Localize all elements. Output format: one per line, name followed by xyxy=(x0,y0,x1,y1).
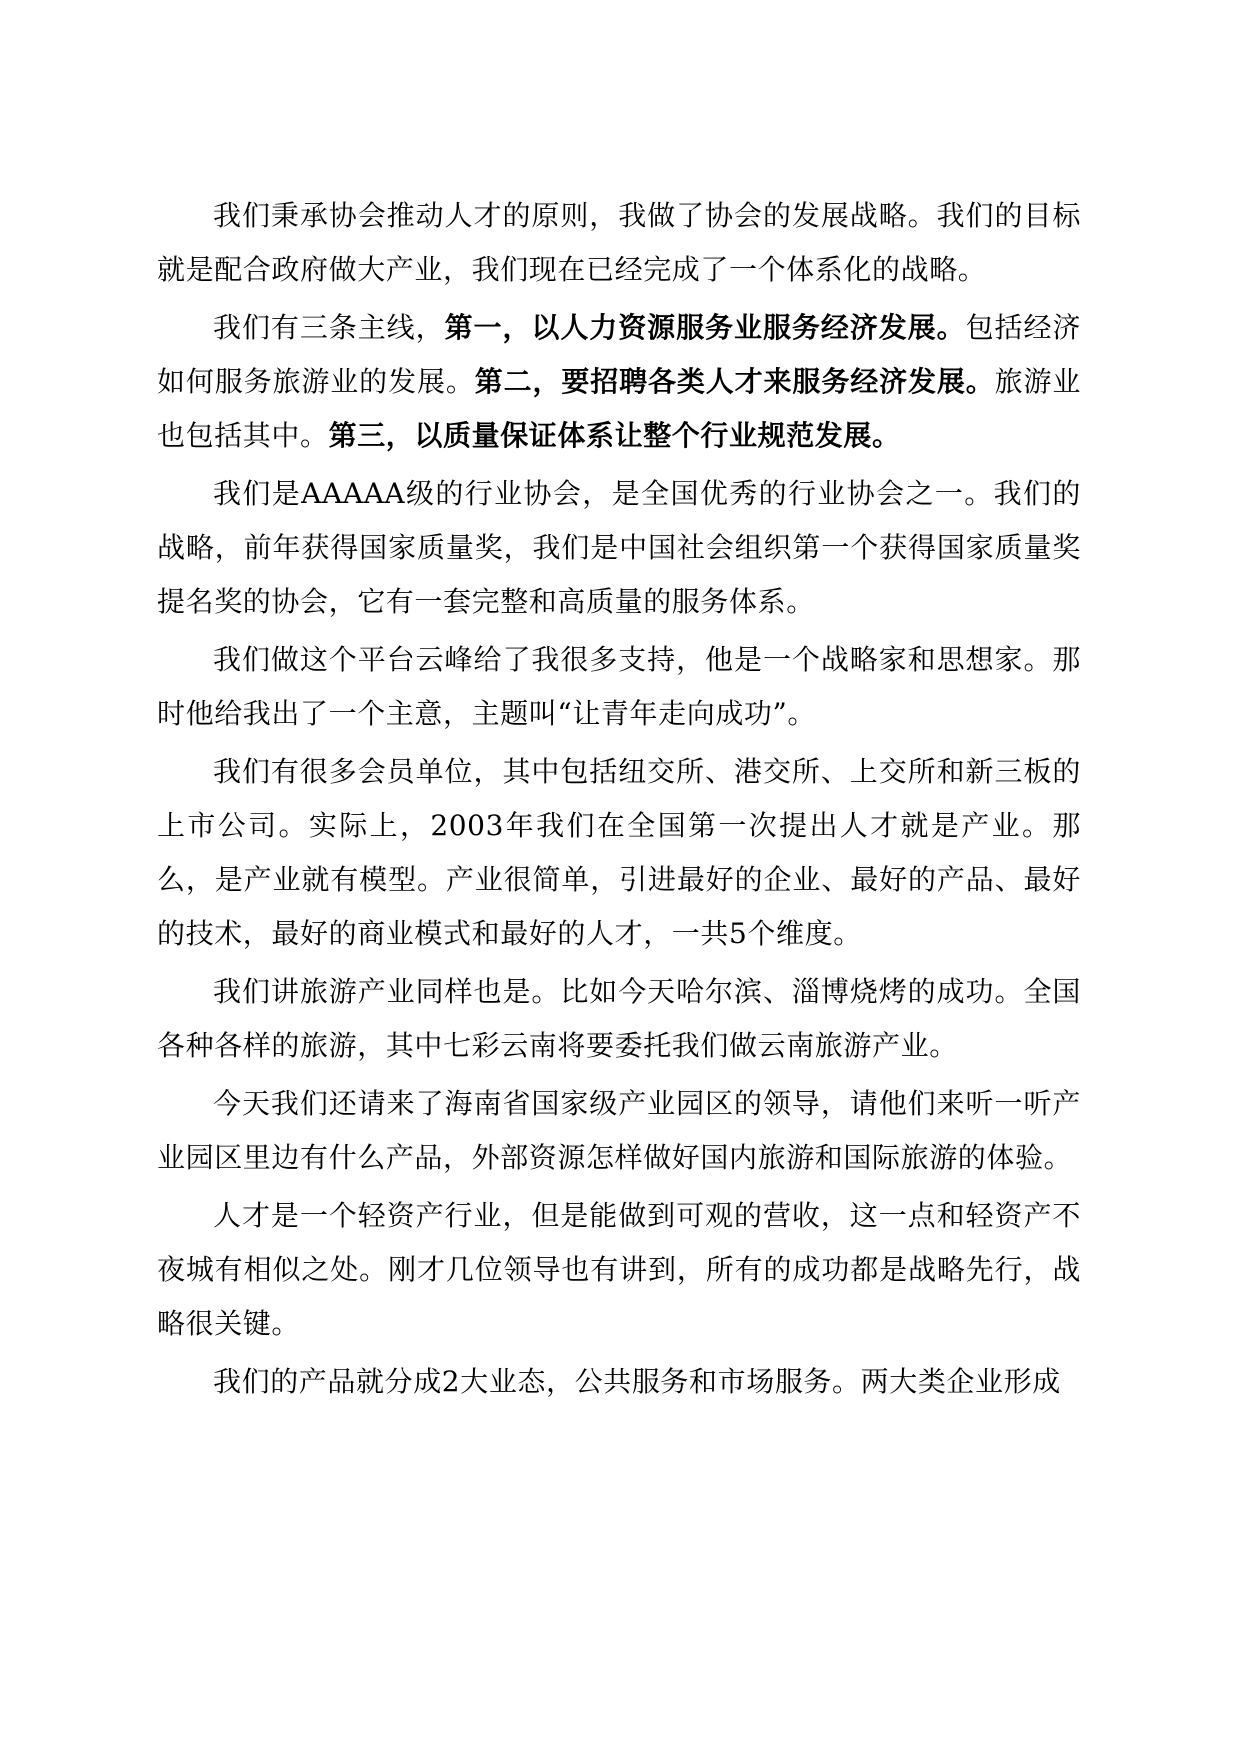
paragraph-platform-support: 我们做这个平台云峰给了我很多支持，他是一个战略家和思想家。那时他给我出了一个主意，主题叫“让青年走向成功”。 xyxy=(157,643,1081,730)
paragraph-product-formats: 我们的产品就分成2大业态，公共服务和市场服务。两大类企业形成 xyxy=(213,1365,1061,1398)
bold-point-third: 第三，以质量保证体系让整个行业规范发展。 xyxy=(328,419,901,452)
bold-point-first: 第一，以人力资源服务业服务经济发展。 xyxy=(444,311,966,344)
paragraph-tourism-industry: 我们讲旅游产业同样也是。比如今天哈尔滨、淄博烧烤的成功。全国各种各样的旅游，其中七彩云南将要委托我们做云南旅游产业。 xyxy=(157,975,1081,1062)
paragraph-member-units: 我们有很多会员单位，其中包括纽交所、港交所、上交所和新三板的上市公司。实际上，2003年我们在全国第一次提出人才就是产业。那么，是产业就有模型。产业很简单，引进最好的企业、最好的产品、最好的技术，最好的商业模式和最好的人才，一共5个维度。 xyxy=(157,755,1081,950)
bold-point-second: 第二，要招聘各类人才来服务经济发展。 xyxy=(474,365,995,398)
document-page xyxy=(157,189,1081,1413)
paragraph-hainan-park: 今天我们还请来了海南省国家级产业园区的领导，请他们来听一听产业园区里边有什么产品，外部资源怎样做好国内旅游和国际旅游的体验。 xyxy=(157,1087,1081,1174)
paragraph-strategy-goal: 我们秉承协会推动人才的原则，我做了协会的发展战略。我们的目标就是配合政府做大产业，我们现在已经完成了一个体系化的战略。 xyxy=(157,199,1081,286)
paragraph-text: 包括经济如何服务旅游业的发展。 xyxy=(157,311,1081,398)
paragraph-three-main-lines xyxy=(157,301,1081,463)
paragraph-light-asset: 人才是一个轻资产行业，但是能做到可观的营收，这一点和轻资产不夜城有相似之处。刚才几位领导也有讲到，所有的成功都是战略先行，战略很关键。 xyxy=(157,1199,1081,1340)
paragraph-text: 我们有三条主线， xyxy=(213,311,445,344)
paragraph-association-rating: 我们是AAAAA级的行业协会，是全国优秀的行业协会之一。我们的战略，前年获得国家质量奖，我们是中国社会组织第一个获得国家质量奖提名奖的协会，它有一套完整和高质量的服务体系。 xyxy=(157,477,1081,618)
paragraph-text: 旅游业也包括其中。 xyxy=(157,365,1081,452)
